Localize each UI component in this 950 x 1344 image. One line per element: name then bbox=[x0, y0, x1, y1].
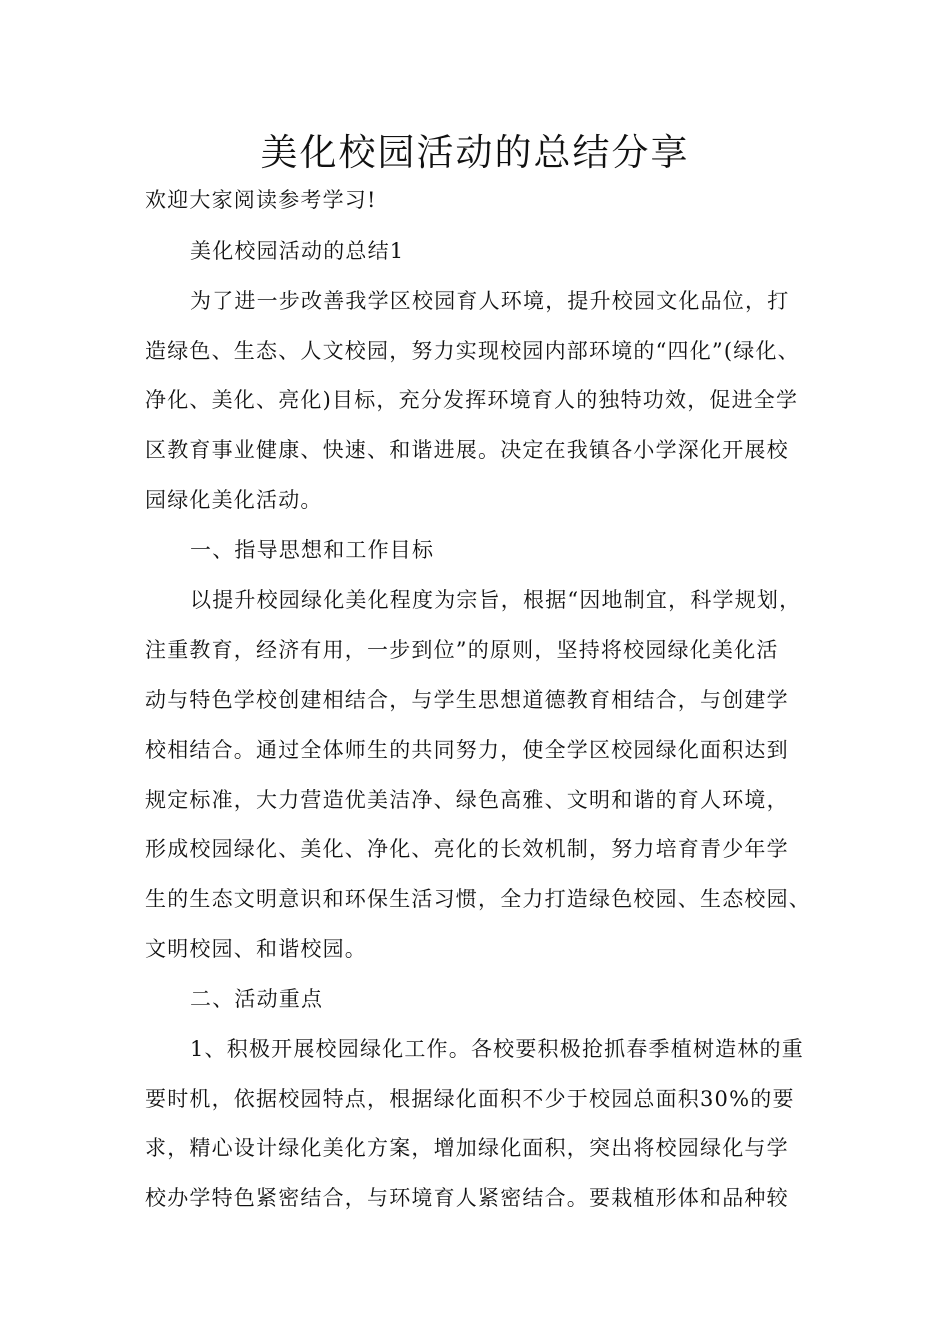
paragraph-line: 1、积极开展校园绿化工作。各校要积极抢抓春季植树造林的重 bbox=[190, 1037, 804, 1061]
intro-line: 欢迎大家阅读参考学习! bbox=[145, 188, 377, 212]
section-heading: 一、指导思想和工作目标 bbox=[190, 538, 435, 562]
paragraph-line: 净化、美化、亮化)目标，充分发挥环境育人的独特功效，促进全学 bbox=[145, 388, 799, 412]
paragraph-line: 文明校园、和谐校园。 bbox=[145, 937, 367, 961]
paragraph-line: 形成校园绿化、美化、净化、亮化的长效机制，努力培育青少年学 bbox=[145, 837, 789, 861]
section-heading: 美化校园活动的总结1 bbox=[190, 239, 405, 263]
section-heading: 二、活动重点 bbox=[190, 987, 324, 1011]
paragraph-line: 以提升校园绿化美化程度为宗旨，根据“因地制宜，科学规划， bbox=[190, 588, 802, 612]
paragraph-line: 注重教育，经济有用，一步到位”的原则，坚持将校园绿化美化活 bbox=[145, 638, 779, 662]
paragraph-line: 园绿化美化活动。 bbox=[145, 488, 323, 512]
paragraph-line: 求，精心设计绿化美化方案，增加绿化面积，突出将校园绿化与学 bbox=[145, 1136, 789, 1160]
paragraph-line: 校相结合。通过全体师生的共同努力，使全学区校园绿化面积达到 bbox=[145, 738, 789, 762]
paragraph-line: 造绿色、生态、人文校园，努力实现校园内部环境的“四化”(绿化、 bbox=[145, 339, 800, 363]
paragraph-line: 要时机，依据校园特点，根据绿化面积不少于校园总面积30%的要 bbox=[145, 1087, 795, 1111]
document-title: 美化校园活动的总结分享 bbox=[260, 131, 690, 174]
paragraph-line: 区教育事业健康、快速、和谐进展。决定在我镇各小学深化开展校 bbox=[145, 438, 789, 462]
paragraph-line: 校办学特色紧密结合，与环境育人紧密结合。要栽植形体和品种较 bbox=[145, 1186, 789, 1210]
paragraph-line: 动与特色学校创建相结合，与学生思想道德教育相结合，与创建学 bbox=[145, 688, 789, 712]
paragraph-line: 规定标准，大力营造优美洁净、绿色高雅、文明和谐的育人环境， bbox=[145, 788, 789, 812]
paragraph-line: 为了进一步改善我学区校园育人环境，提升校园文化品位，打 bbox=[190, 289, 790, 313]
paragraph-line: 生的生态文明意识和环保生活习惯，全力打造绿色校园、生态校园、 bbox=[145, 887, 811, 911]
